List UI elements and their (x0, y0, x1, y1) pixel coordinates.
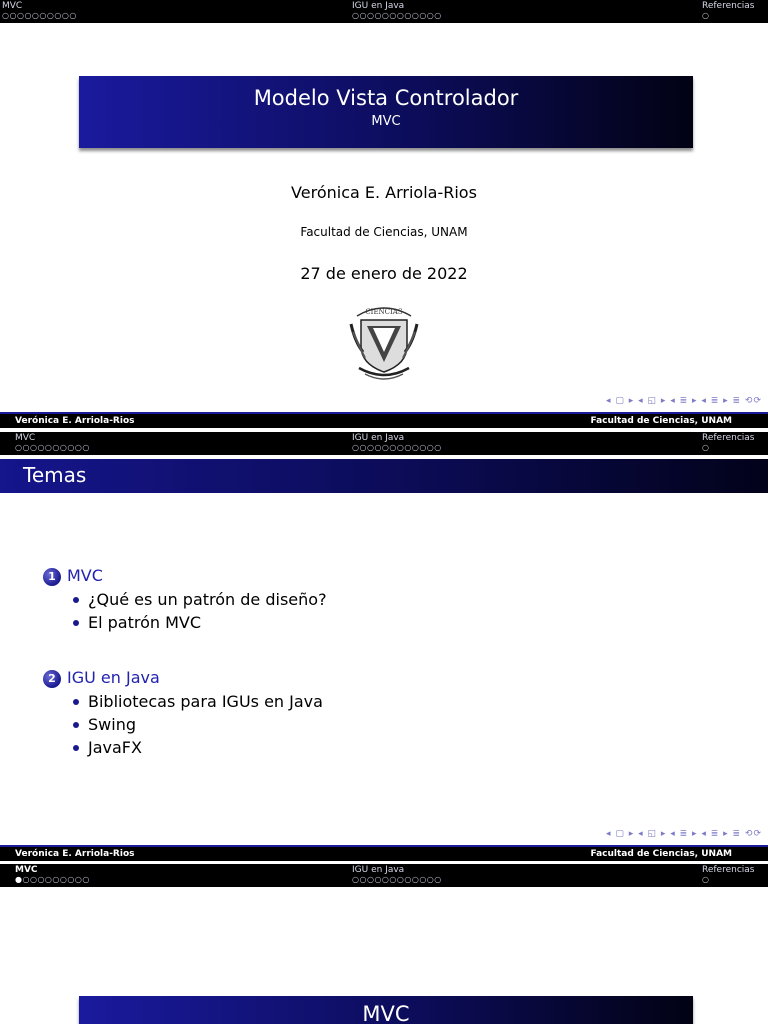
header-navbar (0, 864, 768, 887)
nav-section-mvc[interactable]: MVC ○○○○○○○○○○ (2, 1, 77, 20)
nav-section-referencias[interactable]: Referencias ○ (702, 865, 755, 884)
seal-text: CIENCIAS (365, 308, 403, 316)
toc-subsection[interactable]: ¿Qué es un patrón de diseño? (73, 590, 327, 609)
nav-dots[interactable]: ○ (702, 875, 710, 884)
footer-bar (0, 845, 768, 861)
nav-section-referencias[interactable]: Referencias ○ (702, 1, 755, 20)
footer-institute: Facultad de Ciencias, UNAM (590, 849, 732, 859)
nav-dots[interactable]: ○○○○○○○○○○ (15, 443, 90, 452)
bullet-icon (73, 597, 79, 603)
nav-dots[interactable]: ●○○○○○○○○○ (15, 875, 90, 884)
header-navbar (0, 432, 768, 455)
nav-section-mvc[interactable]: MVC ●○○○○○○○○○ (15, 865, 90, 884)
nav-section-igu[interactable]: IGU en Java ○○○○○○○○○○○○ (352, 1, 442, 20)
section-number-badge: 1 (43, 568, 61, 586)
author-name: Verónica E. Arriola-Rios (291, 183, 477, 202)
current-frame-dot: ● (15, 875, 23, 884)
beamer-nav-symbols[interactable]: ◂ ▢ ▸ ◂ ◱ ▸ ◂ ≣ ▸ ◂ ≣ ▸ ≣ ⟲⟳ (605, 829, 762, 839)
toc-subsection[interactable]: Bibliotecas para IGUs en Java (73, 692, 323, 711)
beamer-nav-symbols[interactable]: ◂ ▢ ▸ ◂ ◱ ▸ ◂ ≣ ▸ ◂ ≣ ▸ ≣ ⟲⟳ (605, 396, 762, 406)
bullet-icon (73, 699, 79, 705)
section-title: MVC (362, 1002, 410, 1024)
footer-bar (0, 412, 768, 428)
title-box (79, 76, 693, 148)
nav-dots[interactable]: ○ (702, 443, 710, 452)
nav-section-referencias[interactable]: Referencias ○ (702, 433, 755, 452)
presentation-subtitle: MVC (371, 114, 401, 129)
section-title-box (79, 996, 693, 1024)
nav-dots[interactable]: ○ (702, 11, 710, 20)
institute-name: Facultad de Ciencias, UNAM (300, 225, 468, 239)
footer-author: Verónica E. Arriola-Rios (15, 849, 135, 859)
unam-seal-logo (349, 302, 419, 382)
nav-dots[interactable]: ○○○○○○○○○○○○ (352, 875, 442, 884)
nav-section-mvc[interactable]: MVC ○○○○○○○○○○ (15, 433, 90, 452)
header-navbar (0, 0, 768, 23)
toc-subsection[interactable]: El patrón MVC (73, 613, 201, 632)
toc-section-title: MVC (67, 566, 103, 585)
nav-dots[interactable]: ○○○○○○○○○○○○ (352, 11, 442, 20)
nav-dots[interactable]: ○○○○○○○○○○○○ (352, 443, 442, 452)
section-number-badge: 2 (43, 670, 61, 688)
bullet-icon (73, 745, 79, 751)
bullet-icon (73, 722, 79, 728)
nav-section-igu[interactable]: IGU en Java ○○○○○○○○○○○○ (352, 865, 442, 884)
footer-author: Verónica E. Arriola-Rios (15, 416, 135, 426)
toc-section-mvc[interactable] (43, 566, 103, 586)
toc-subsection[interactable]: Swing (73, 715, 136, 734)
frame-title: Temas (0, 459, 768, 493)
nav-section-igu[interactable]: IGU en Java ○○○○○○○○○○○○ (352, 433, 442, 452)
toc-section-igu[interactable] (43, 668, 160, 688)
nav-dots[interactable]: ○○○○○○○○○○ (2, 11, 77, 20)
footer-institute: Facultad de Ciencias, UNAM (590, 416, 732, 426)
presentation-title: Modelo Vista Controlador (253, 86, 519, 110)
toc-section-title: IGU en Java (67, 668, 160, 687)
bullet-icon (73, 620, 79, 626)
toc-subsection[interactable]: JavaFX (73, 738, 142, 757)
presentation-date: 27 de enero de 2022 (300, 264, 468, 283)
